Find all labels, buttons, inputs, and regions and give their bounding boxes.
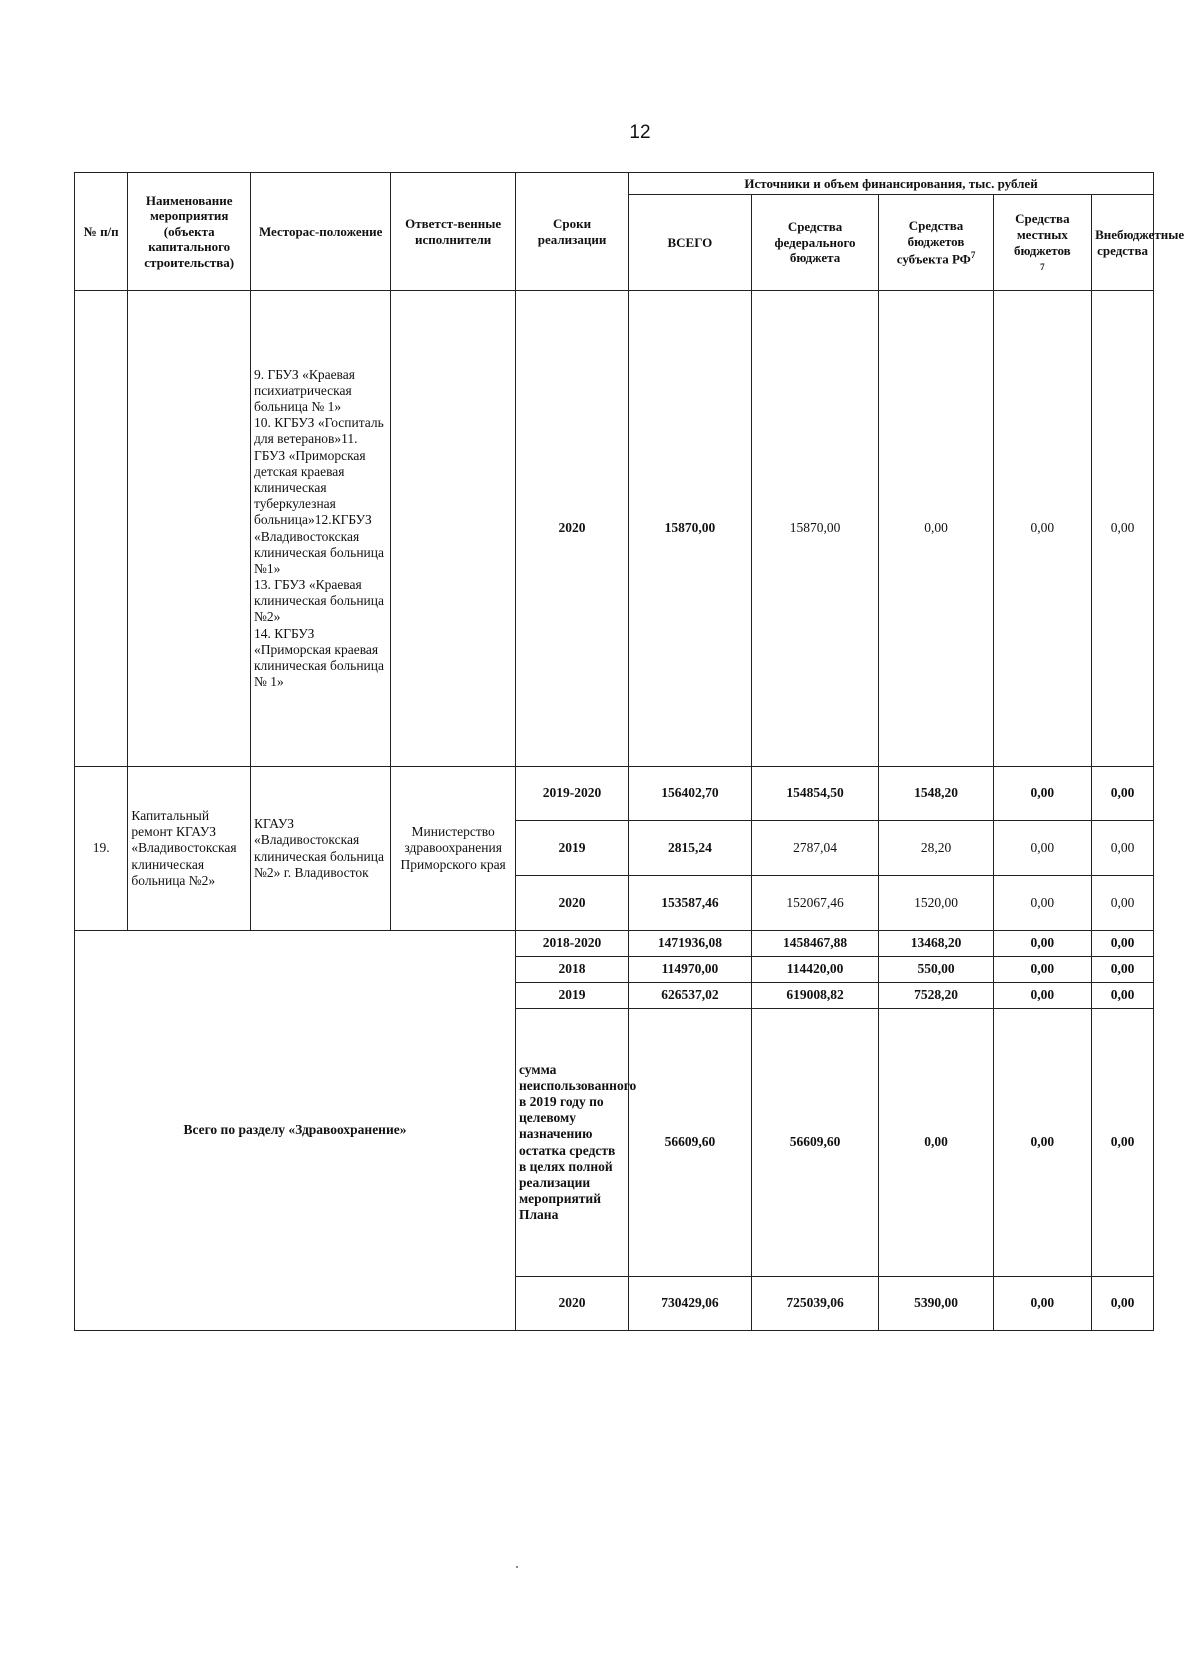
summary-term: 2020 bbox=[515, 1277, 628, 1331]
continuation-num bbox=[75, 291, 128, 767]
header-executors: Ответст-венные исполнители bbox=[391, 173, 516, 291]
row19-local: 0,00 bbox=[993, 821, 1091, 876]
row19-local: 0,00 bbox=[993, 876, 1091, 931]
scan-speck bbox=[516, 1566, 518, 1568]
summary-subject: 550,00 bbox=[879, 957, 993, 983]
continuation-offbudget: 0,00 bbox=[1092, 291, 1154, 767]
summary-total: 1471936,08 bbox=[629, 931, 752, 957]
row19-subject: 1520,00 bbox=[879, 876, 993, 931]
continuation-name bbox=[128, 291, 251, 767]
header-total: ВСЕГО bbox=[629, 195, 752, 291]
row19-total: 2815,24 bbox=[629, 821, 752, 876]
summary-period-1 bbox=[75, 931, 1154, 957]
summary-subject: 13468,20 bbox=[879, 931, 993, 957]
summary-total: 114970,00 bbox=[629, 957, 752, 983]
summary-subject: 0,00 bbox=[879, 1009, 993, 1277]
row19-term: 2020 bbox=[515, 876, 628, 931]
row19-total: 156402,70 bbox=[629, 767, 752, 821]
row19-total: 153587,46 bbox=[629, 876, 752, 931]
summary-total: 56609,60 bbox=[629, 1009, 752, 1277]
header-subject-text: Средства бюджетов субъекта РФ bbox=[896, 218, 971, 266]
summary-offbudget: 0,00 bbox=[1092, 983, 1154, 1009]
continuation-executors bbox=[391, 291, 516, 767]
row19-period-1 bbox=[75, 767, 1154, 821]
summary-local: 0,00 bbox=[993, 931, 1091, 957]
summary-term: 2019 bbox=[515, 983, 628, 1009]
row19-term: 2019-2020 bbox=[515, 767, 628, 821]
continuation-local: 0,00 bbox=[993, 291, 1091, 767]
header-subject bbox=[879, 195, 993, 291]
summary-term: сумма неиспользованного в 2019 году по целевому назначению остатка средств в целях полной реализации мероприятий Плана bbox=[515, 1009, 628, 1277]
row19-subject: 28,20 bbox=[879, 821, 993, 876]
row19-offbudget: 0,00 bbox=[1092, 821, 1154, 876]
summary-offbudget: 0,00 bbox=[1092, 1277, 1154, 1331]
summary-subject: 5390,00 bbox=[879, 1277, 993, 1331]
summary-local: 0,00 bbox=[993, 1009, 1091, 1277]
summary-federal: 1458467,88 bbox=[751, 931, 879, 957]
header-name: Наименование мероприятия (объекта капитального строительства) bbox=[128, 173, 251, 291]
summary-total: 626537,02 bbox=[629, 983, 752, 1009]
summary-local: 0,00 bbox=[993, 957, 1091, 983]
financing-table bbox=[74, 172, 1185, 1331]
header-local-footnote: 7 bbox=[1040, 262, 1045, 273]
row19-subject: 1548,20 bbox=[879, 767, 993, 821]
summary-federal: 114420,00 bbox=[751, 957, 879, 983]
header-local-text: Средства местных бюджетов bbox=[1014, 211, 1071, 258]
summary-local: 0,00 bbox=[993, 1277, 1091, 1331]
continuation-federal: 15870,00 bbox=[751, 291, 879, 767]
row19-federal: 2787,04 bbox=[751, 821, 879, 876]
page-number: 12 bbox=[629, 122, 651, 143]
header-sources-group: Источники и объем финансирования, тыс. рублей bbox=[629, 173, 1154, 195]
header-terms: Сроки реализации bbox=[515, 173, 628, 291]
summary-federal: 619008,82 bbox=[751, 983, 879, 1009]
header-offbudget: Внебюджетные средства bbox=[1092, 195, 1154, 291]
summary-term: 2018-2020 bbox=[515, 931, 628, 957]
summary-offbudget: 0,00 bbox=[1092, 957, 1154, 983]
row19-location: КГАУЗ «Владивостокская клиническая больница №2» г. Владивосток bbox=[250, 767, 390, 931]
row19-local: 0,00 bbox=[993, 767, 1091, 821]
row19-offbudget: 0,00 bbox=[1092, 876, 1154, 931]
continuation-subject: 0,00 bbox=[879, 291, 993, 767]
summary-offbudget: 0,00 bbox=[1092, 931, 1154, 957]
row19-executors: Министерство здравоохранения Приморского края bbox=[391, 767, 516, 931]
header-federal: Средства федерального бюджета bbox=[751, 195, 879, 291]
row19-num: 19. bbox=[75, 767, 128, 931]
summary-label: Всего по разделу «Здравоохранение» bbox=[75, 931, 516, 1331]
continuation-row bbox=[75, 291, 1154, 767]
header-num: № п/п bbox=[75, 173, 128, 291]
summary-federal: 56609,60 bbox=[751, 1009, 879, 1277]
summary-total: 730429,06 bbox=[629, 1277, 752, 1331]
row19-term: 2019 bbox=[515, 821, 628, 876]
summary-local: 0,00 bbox=[993, 983, 1091, 1009]
continuation-term: 2020 bbox=[515, 291, 628, 767]
header-subject-footnote: 7 bbox=[970, 249, 976, 260]
summary-federal: 725039,06 bbox=[751, 1277, 879, 1331]
row19-offbudget: 0,00 bbox=[1092, 767, 1154, 821]
summary-subject: 7528,20 bbox=[879, 983, 993, 1009]
header-local bbox=[993, 195, 1091, 291]
row19-federal: 154854,50 bbox=[751, 767, 879, 821]
summary-offbudget: 0,00 bbox=[1092, 1009, 1154, 1277]
row19-name: Капитальный ремонт КГАУЗ «Владивостокская клиническая больница №2» bbox=[128, 767, 251, 931]
continuation-location: 9. ГБУЗ «Краевая психиатрическая больница № 1» 10. КГБУЗ «Госпиталь для ветеранов»11. ГБУЗ «Приморская детская краевая клиническая туберкулезная больница»12.КГБУЗ «Владивостокская клиническая больница №1» 13. ГБУЗ «Краевая клиническая больница №2» 14. КГБУЗ «Приморская краевая клиническая больница № 1» bbox=[250, 291, 390, 767]
header-location: Месторас-положение bbox=[250, 173, 390, 291]
summary-term: 2018 bbox=[515, 957, 628, 983]
header-row-1 bbox=[75, 173, 1154, 195]
continuation-total: 15870,00 bbox=[629, 291, 752, 767]
row19-federal: 152067,46 bbox=[751, 876, 879, 931]
